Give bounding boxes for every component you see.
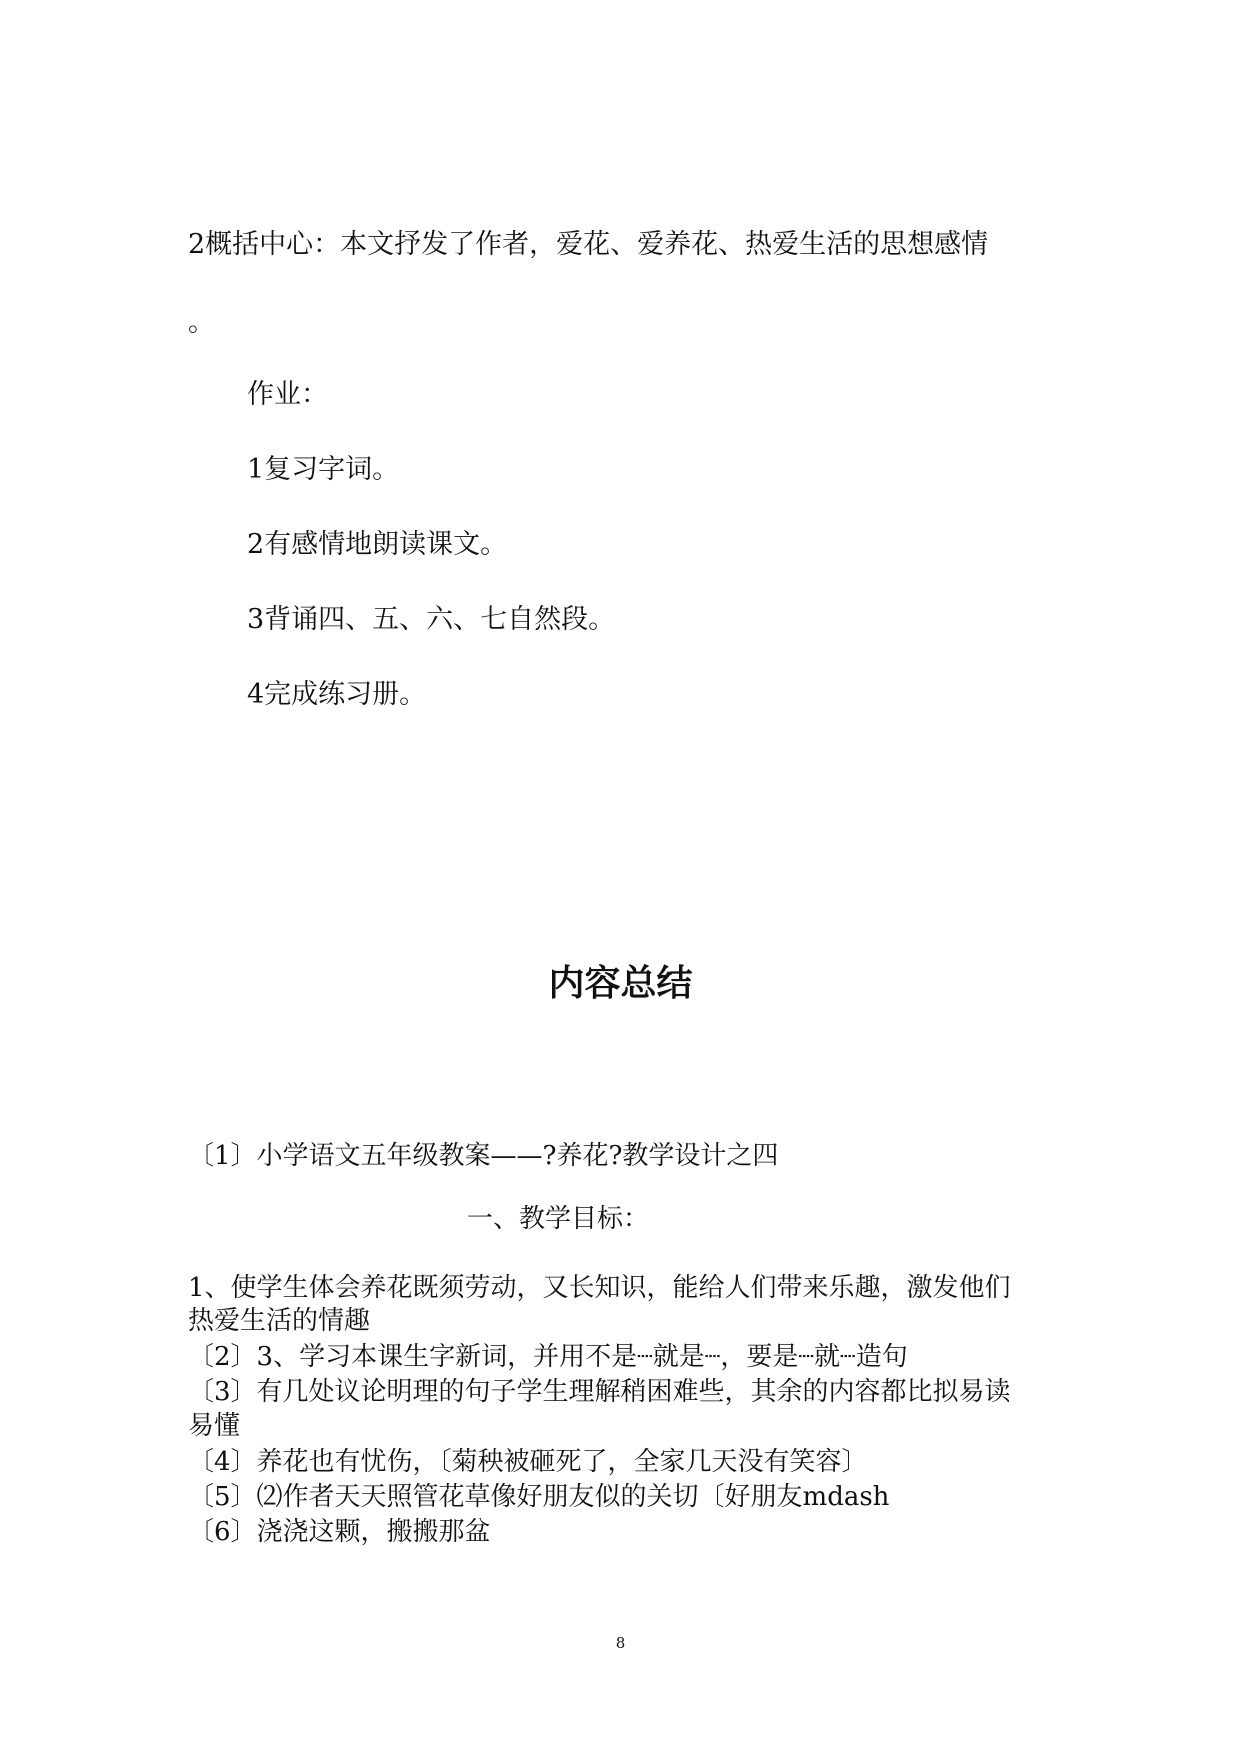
summary-center-line-end: 。 [188,307,215,338]
summary-line: 〔5〕⑵作者天天照管花草像好朋友似的关切〔好朋友mdash [188,1482,890,1512]
homework-item: 2有感情地朗读课文。 [247,529,508,560]
summary-line: 〔3〕有几处议论明理的句子学生理解稍困难些，其余的内容都比拟易读 [188,1377,1011,1407]
summary-subheading: 一、教学目标： [467,1204,650,1234]
homework-item: 4完成练习册。 [247,679,427,710]
summary-line: 〔1〕小学语文五年级教案——?养花?教学设计之四 [188,1141,779,1171]
summary-center-line: 2概括中心：本文抒发了作者，爱花、爱养花、热爱生活的思想感情 [188,229,989,260]
homework-item: 3背诵四、五、六、七自然段。 [247,604,616,635]
homework-item: 1复习字词。 [247,454,400,485]
homework-label: 作业： [247,379,328,410]
summary-line: 1、使学生体会养花既须劳动，又长知识，能给人们带来乐趣，激发他们 [188,1273,1011,1303]
summary-line: 〔6〕浇浇这颗，搬搬那盆 [188,1517,491,1547]
summary-line: 热爱生活的情趣 [188,1306,371,1336]
page-number: 8 [615,1634,626,1652]
summary-line: 〔4〕养花也有忧伤，〔菊秧被砸死了，全家几天没有笑容〕 [188,1447,868,1477]
summary-line: 〔2〕3、学习本课生字新词，并用不是┈就是┈，要是┈就┈造句 [188,1342,908,1372]
summary-line: 易懂 [188,1411,241,1441]
summary-heading: 内容总结 [548,963,693,1004]
